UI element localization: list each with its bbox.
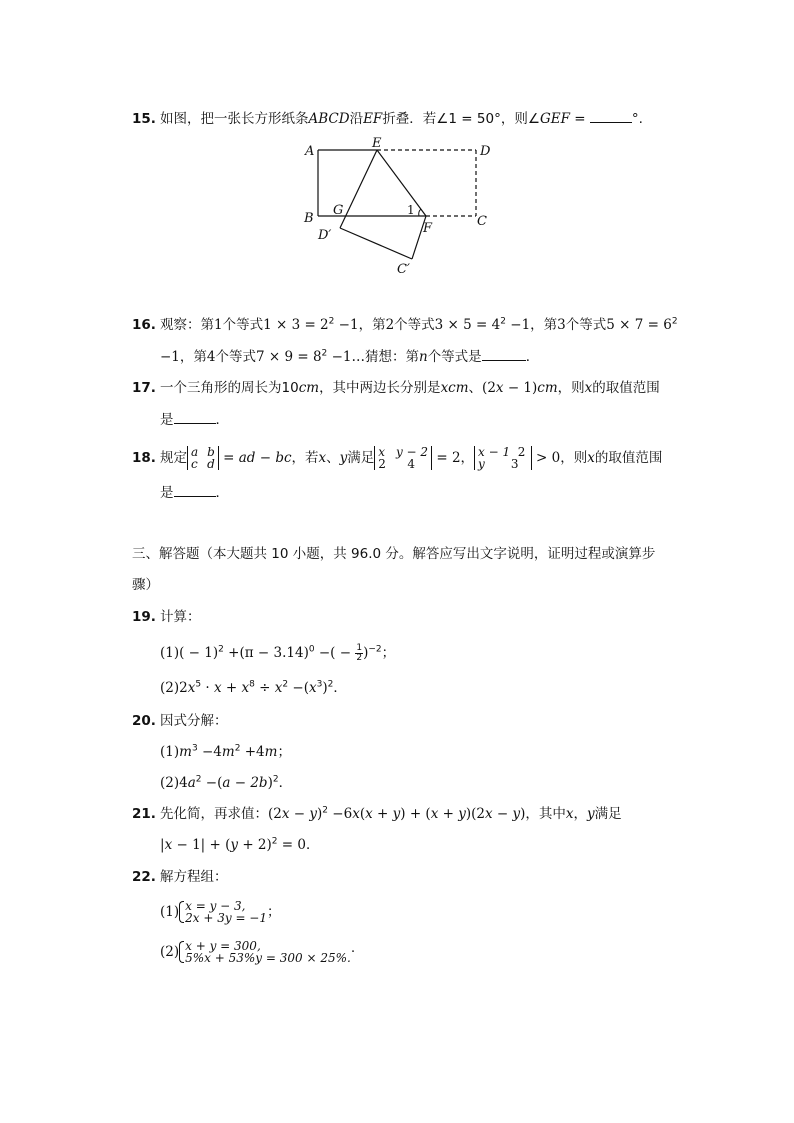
- q17-text: 、(2: [468, 380, 496, 396]
- semicolon: ；: [267, 904, 281, 920]
- equation: x + y = 300,: [185, 939, 261, 953]
- var: y: [587, 806, 595, 822]
- exponent: 2: [327, 679, 334, 690]
- q21-text: ，: [573, 806, 588, 822]
- expr: x + y: [430, 806, 466, 822]
- expr: = 0．: [277, 837, 320, 853]
- exponent: 2: [322, 805, 329, 816]
- answer-blank[interactable]: [482, 346, 526, 361]
- det-entry: b: [207, 445, 215, 459]
- det-entry: y: [478, 457, 485, 471]
- question-22: [132, 867, 228, 887]
- q19-part-2: [132, 678, 347, 698]
- question-16-line-2: [132, 346, 539, 367]
- exponent: 2: [271, 836, 278, 847]
- q17-text: 的取值范围: [592, 380, 660, 396]
- q16-text: −1，第4个等式7 × 9 = 8: [160, 349, 322, 365]
- var: x: [187, 680, 196, 696]
- q20-part-1: [132, 742, 291, 762]
- question-number: 17.: [132, 380, 156, 396]
- q15-text: 折叠．若∠1 = 50°，则∠: [382, 111, 540, 127]
- question-17-line-1: [132, 378, 660, 398]
- expr: (1)( − 1): [160, 645, 219, 661]
- determinant-definition: [187, 446, 219, 470]
- q18-text: 规定: [160, 450, 187, 466]
- expr: ): [317, 806, 323, 822]
- q17-text: − 1): [503, 380, 538, 396]
- det-entry: 4: [407, 457, 416, 471]
- exponent: 2: [272, 774, 279, 785]
- determinant-1: [374, 446, 432, 470]
- q18-var: y: [339, 450, 348, 466]
- period: ·: [350, 944, 356, 960]
- label-E: E: [372, 136, 382, 151]
- q17-end: ．: [215, 412, 229, 428]
- expr: −( −: [314, 645, 356, 661]
- segment-Dp-Cp: [340, 228, 412, 259]
- part-label: (2): [160, 944, 180, 960]
- q16-text: −1…猜想：第: [327, 349, 419, 365]
- question-20: [132, 711, 228, 731]
- var: x: [565, 806, 574, 822]
- var: x: [213, 680, 222, 696]
- label-angle-1: 1: [407, 203, 415, 217]
- equation-system-1: [179, 900, 267, 924]
- q18-text: 、: [326, 450, 340, 466]
- segment-EF: [377, 150, 426, 216]
- expr: −(: [288, 680, 309, 696]
- label-D-prime: D′: [318, 228, 332, 243]
- exponent: 5: [195, 679, 202, 690]
- var: x: [274, 680, 283, 696]
- expr: (1): [160, 744, 180, 760]
- expr: ) + (: [400, 806, 431, 822]
- q16-end: ．: [525, 349, 540, 365]
- expr: (: [359, 806, 366, 822]
- q19-part-1: [132, 643, 395, 663]
- var: y: [230, 837, 239, 853]
- semicolon: ；: [381, 645, 396, 661]
- q21-text: 满足: [594, 806, 622, 822]
- q15-text: 如图，把一张长方形纸条: [160, 111, 309, 127]
- question-18-line-1: [132, 446, 662, 470]
- fraction-one-half: [355, 644, 363, 663]
- label-C-prime: C′: [397, 262, 410, 277]
- q18-equals: =: [218, 450, 239, 466]
- expr: + 2): [238, 837, 272, 853]
- exponent: 3: [316, 679, 323, 690]
- det-entry: d: [207, 457, 215, 471]
- label-C: C: [477, 214, 487, 229]
- q18-text: 满足: [347, 450, 375, 466]
- q18-text: = 2，: [432, 450, 475, 466]
- q21-text: 先化简，再求值：(2: [160, 806, 282, 822]
- denominator: 2: [356, 652, 363, 663]
- q16-text: 观察：第1个等式1 × 3 = 2: [160, 317, 329, 333]
- q18-formula: ad − bc: [238, 450, 292, 466]
- q18-end: ．: [215, 485, 229, 501]
- expr: −4: [197, 744, 222, 760]
- expr: −6: [328, 806, 353, 822]
- var: x: [308, 680, 317, 696]
- label-F: F: [423, 221, 433, 236]
- question-17-line-2: [132, 409, 229, 430]
- expr: − 1| + (: [172, 837, 231, 853]
- q15-angle-name: GEF: [539, 111, 570, 127]
- q17-unit: cm: [298, 380, 320, 396]
- part-label: (1): [160, 904, 180, 920]
- expr: +: [221, 680, 242, 696]
- q17-text: ，则: [557, 380, 585, 396]
- equation-system-2: [179, 940, 351, 964]
- exponent: 3: [191, 743, 198, 754]
- q17-var: x: [495, 380, 504, 396]
- expr: −(: [201, 775, 223, 791]
- question-number: 15.: [132, 111, 156, 127]
- det-entry: y − 2: [395, 445, 429, 459]
- q18-var: x: [318, 450, 327, 466]
- expr: ): [363, 645, 369, 661]
- question-number: 19.: [132, 609, 156, 625]
- question-21-line-1: [132, 804, 622, 824]
- period: ．: [333, 680, 347, 696]
- determinant-2: [474, 446, 532, 470]
- det-entry: c: [191, 457, 198, 471]
- question-number: 16.: [132, 317, 156, 333]
- expr: x + y: [365, 806, 401, 822]
- expr: ·: [201, 680, 214, 696]
- q16-exponent: 2: [321, 348, 328, 359]
- equation: 5%x + 53%y = 300 × 25%.: [185, 951, 351, 965]
- question-number: 22.: [132, 869, 156, 885]
- det-entry: x: [378, 445, 386, 459]
- q15-rect-name: ABCD: [308, 111, 350, 127]
- det-entry: 2: [378, 457, 386, 471]
- answer-blank[interactable]: [590, 108, 632, 123]
- q17-text: 一个三角形的周长为10: [160, 380, 299, 396]
- det-entry: 3: [510, 457, 519, 471]
- q16-text: 个等式是: [427, 349, 482, 365]
- det-entry: a: [191, 445, 199, 459]
- expr: )(2: [465, 806, 485, 822]
- label-G: G: [333, 203, 344, 218]
- var: a − 2b: [222, 775, 268, 791]
- q20-title: 因式分解：: [160, 713, 228, 729]
- q17-var: x: [584, 380, 593, 396]
- angle-1-arc: [419, 209, 421, 216]
- expr: x − y: [281, 806, 317, 822]
- exponent: 2: [195, 774, 202, 785]
- semicolon: ；: [277, 744, 291, 760]
- q22-part-2: [132, 938, 355, 966]
- expr: (2)4: [160, 775, 188, 791]
- q15-degree: °.: [631, 111, 643, 127]
- var: m: [221, 744, 235, 760]
- equation: x = y − 3,: [185, 899, 246, 913]
- q17-text: ，其中两边长分别是: [319, 380, 441, 396]
- question-15: [132, 108, 643, 129]
- fold-figure: [300, 136, 500, 281]
- question-number: 20.: [132, 713, 156, 729]
- q18-text: ，若: [291, 450, 319, 466]
- expr: +4: [240, 744, 265, 760]
- exponent: −2: [368, 644, 382, 655]
- label-A: A: [305, 144, 315, 159]
- q17-side-1: xcm: [440, 380, 469, 396]
- q16-exponent: 2: [671, 316, 678, 327]
- var: a: [187, 775, 196, 791]
- question-18-line-2: [132, 482, 229, 503]
- q16-text: −1，第3个等式5 × 7 = 6: [505, 317, 672, 333]
- exponent: 2: [234, 743, 241, 754]
- q16-exponent: 2: [328, 316, 335, 327]
- question-16-line-1: [132, 315, 678, 335]
- numerator: 1: [356, 642, 363, 653]
- det-entry: 2: [517, 445, 526, 459]
- q18-text: 的取值范围: [594, 450, 663, 466]
- q18-text: > 0，则: [531, 450, 588, 466]
- label-D: D: [480, 144, 491, 159]
- exponent: 2: [282, 679, 289, 690]
- expr: ): [267, 775, 273, 791]
- expr: x − y: [484, 806, 521, 822]
- var: m: [264, 744, 278, 760]
- q21-text: )，其中: [520, 806, 566, 822]
- var: x: [352, 806, 360, 822]
- q22-part-1: [132, 898, 281, 926]
- var: x: [164, 837, 173, 853]
- question-number: 18.: [132, 450, 156, 466]
- exponent: 8: [249, 679, 255, 690]
- q17-text: 是: [160, 412, 174, 428]
- q16-variable-n: n: [418, 349, 428, 365]
- q18-text: 是: [160, 485, 174, 501]
- q17-unit: cm: [537, 380, 558, 396]
- expr: |: [160, 837, 165, 853]
- det-entry: x − 1: [478, 445, 511, 459]
- expr: (2)2: [160, 680, 188, 696]
- q16-text: −1，第2个等式3 × 5 = 4: [334, 317, 501, 333]
- expr: ÷: [254, 680, 275, 696]
- question-number: 21.: [132, 806, 156, 822]
- answer-blank[interactable]: [174, 409, 216, 424]
- q15-text: 沿: [349, 111, 364, 127]
- q22-title: 解方程组：: [160, 869, 228, 885]
- var: x: [241, 680, 250, 696]
- section-3-heading-cont: 骤）: [132, 577, 159, 593]
- question-19: [132, 607, 201, 627]
- label-B: B: [304, 211, 314, 226]
- exponent: 0: [308, 644, 315, 655]
- section-3-heading: 三、解答题（本大题共 10 小题，共 96.0 分。解答应写出文字说明，证明过程或演算步: [132, 546, 656, 562]
- equation: 2x + 3y = −1: [185, 911, 267, 925]
- period: ．: [278, 775, 293, 791]
- q15-fold-line: EF: [363, 111, 383, 127]
- q15-equals: =: [569, 111, 590, 127]
- answer-blank[interactable]: [174, 482, 216, 497]
- question-21-line-2: [132, 835, 320, 855]
- q20-part-2: [132, 773, 292, 793]
- var: m: [179, 744, 192, 760]
- q18-var: x: [587, 450, 595, 466]
- expr: +(π − 3.14): [223, 645, 309, 661]
- q19-title: 计算：: [160, 609, 201, 625]
- expr: ): [322, 680, 328, 696]
- q16-exponent: 2: [500, 316, 506, 327]
- exponent: 2: [218, 644, 224, 655]
